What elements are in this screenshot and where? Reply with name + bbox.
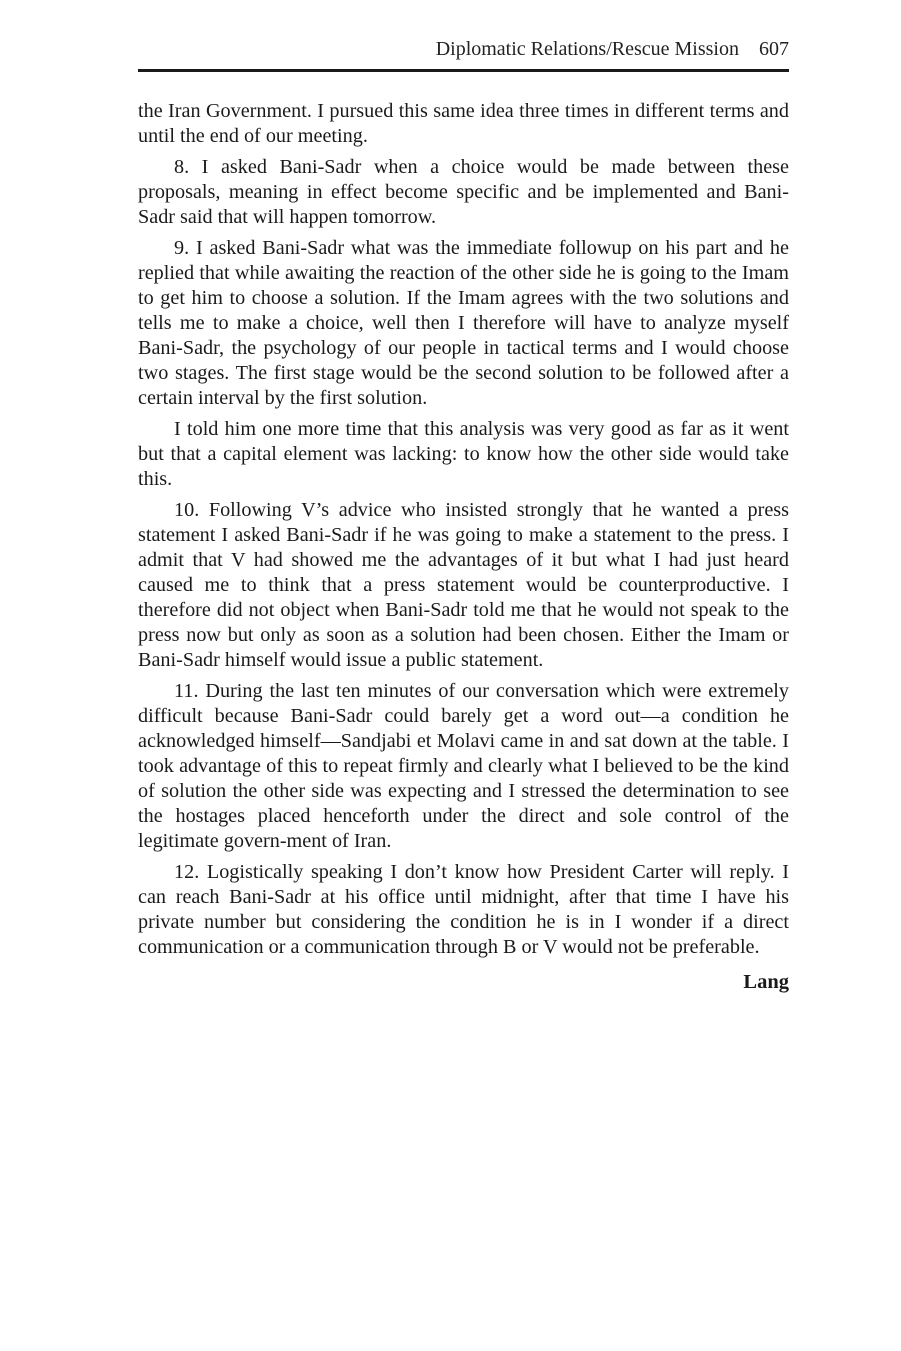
paragraph-analysis: I told him one more time that this analysis was very good as far as it went but that a capital element was lacking: to know how the other side would take this. (138, 418, 789, 490)
paragraph-10: 10. Following V’s advice who insisted strongly that he wanted a press statement I asked Bani-Sadr if he was going to make a statement to the press. I admit that V had showed me the advantages of it but what I had just heard caused me to think that a press statement would be counterproductive. I therefore did not object when Bani-Sadr told me that he would not speak to the press now but only as soon as a solution had been chosen. Either the Imam or Bani-Sadr himself would issue a public statement. (138, 499, 789, 671)
running-head-title: Diplomatic Relations/Rescue Mission (435, 38, 739, 60)
paragraph-continuation: the Iran Government. I pursued this same idea three times in different terms and until the end of our meeting. (138, 100, 789, 147)
paragraph-11: 11. During the last ten minutes of our conversation which were extremely difficult because Bani-Sadr could barely get a word out—a condition he acknowledged himself—Sandjabi et Molavi came in and sat down at the table. I took advantage of this to repeat firmly and clearly what I believed to be the kind of solution the other side was expecting and I stressed the determination to see the hostages placed henceforth under the direct and sole control of the legitimate govern-ment of Iran. (138, 680, 789, 852)
paragraph-8: 8. I asked Bani-Sadr when a choice would be made between these proposals, meaning in effect become specific and be implemented and Bani-Sadr said that will happen tomorrow. (138, 156, 789, 228)
document-body (138, 99, 789, 995)
document-page (138, 0, 789, 1351)
page-number: 607 (759, 38, 789, 60)
paragraph-12: 12. Logistically speaking I don’t know how President Carter will reply. I can reach Bani-Sadr at his office until midnight, after that time I have his private number but considering the condition he is in I wonder if a direct communication or a communication through B or V would not be preferable. (138, 861, 789, 958)
running-head (138, 38, 789, 61)
header-rule (138, 69, 789, 72)
paragraph-9: 9. I asked Bani-Sadr what was the immediate followup on his part and he replied that while awaiting the reaction of the other side he is going to the Imam to get him to choose a solution. If the Imam agrees with the two solutions and tells me to make a choice, well then I therefore will have to analyze myself Bani-Sadr, the psychology of our people in tactical terms and I would choose two stages. The first stage would be the second solution to be followed after a certain interval by the first solution. (138, 237, 789, 409)
signature: Lang (743, 971, 789, 993)
